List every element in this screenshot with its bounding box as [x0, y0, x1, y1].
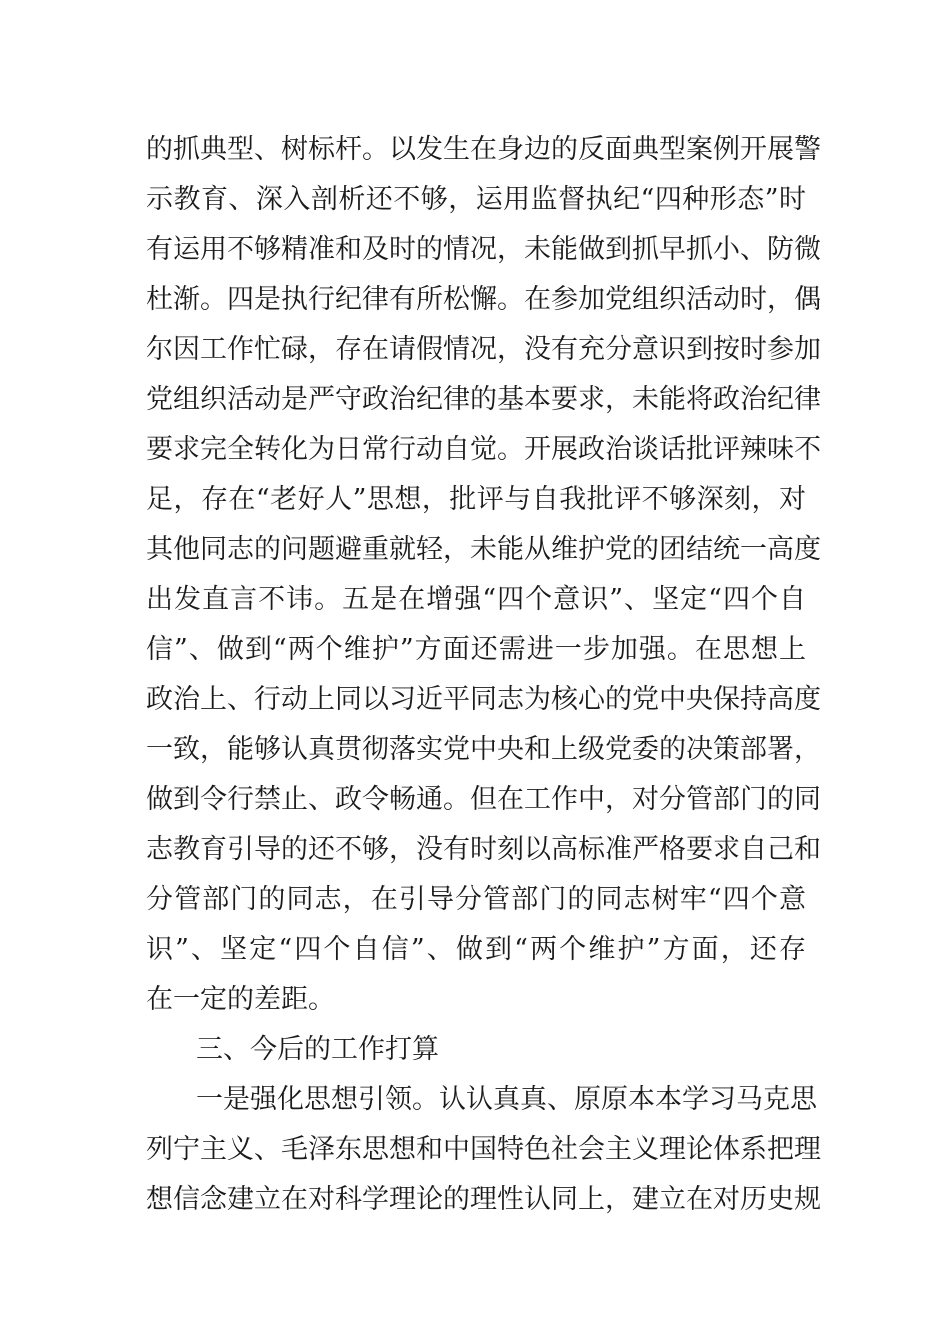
text-line-7: 要求完全转化为日常行动自觉。开展政治谈话批评辣味不	[146, 434, 821, 465]
text-line-18: 在一定的差距。	[146, 984, 335, 1015]
text-line-12: 政治上、行动上同以习近平同志为核心的党中央保持高度	[146, 684, 821, 715]
text-line-1: 的抓典型、树标杆。以发生在身边的反面典型案例开展警	[146, 134, 821, 165]
text-line-6: 党组织活动是严守政治纪律的基本要求，未能将政治纪律	[146, 384, 821, 415]
text-line-16: 分管部门的同志，在引导分管部门的同志树牢“四个意	[146, 884, 806, 915]
text-line-9: 其他同志的问题避重就轻，未能从维护党的团结统一高度	[146, 534, 821, 565]
section-heading: 三、今后的工作打算	[196, 1034, 439, 1065]
text-line-4: 杜渐。四是执行纪律有所松懈。在参加党组织活动时，偶	[146, 284, 821, 315]
text-line-15: 志教育引导的还不够，没有时刻以高标准严格要求自己和	[146, 834, 821, 865]
text-line-22: 想信念建立在对科学理论的理性认同上，建立在对历史规	[146, 1184, 821, 1215]
text-line-2: 示教育、深入剖析还不够，运用监督执纪“四种形态”时	[146, 184, 806, 215]
text-line-21: 列宁主义、毛泽东思想和中国特色社会主义理论体系把理	[146, 1134, 821, 1165]
text-line-5: 尔因工作忙碌，存在请假情况，没有充分意识到按时参加	[146, 334, 821, 365]
text-line-20: 一是强化思想引领。认认真真、原原本本学习马克思	[196, 1084, 817, 1115]
text-line-11: 信”、做到“两个维护”方面还需进一步加强。在思想上	[146, 634, 806, 665]
text-line-3: 有运用不够精准和及时的情况，未能做到抓早抓小、防微	[146, 234, 821, 265]
text-line-13: 一致，能够认真贯彻落实党中央和上级党委的决策部署，	[146, 734, 821, 765]
text-line-14: 做到令行禁止、政令畅通。但在工作中，对分管部门的同	[146, 784, 821, 815]
text-line-10: 出发直言不讳。五是在增强“四个意识”、坚定“四个自	[146, 584, 806, 615]
text-line-17: 识”、坚定“四个自信”、做到“两个维护”方面，还存	[146, 934, 806, 965]
text-line-8: 足，存在“老好人”思想，批评与自我批评不够深刻，对	[146, 484, 806, 515]
